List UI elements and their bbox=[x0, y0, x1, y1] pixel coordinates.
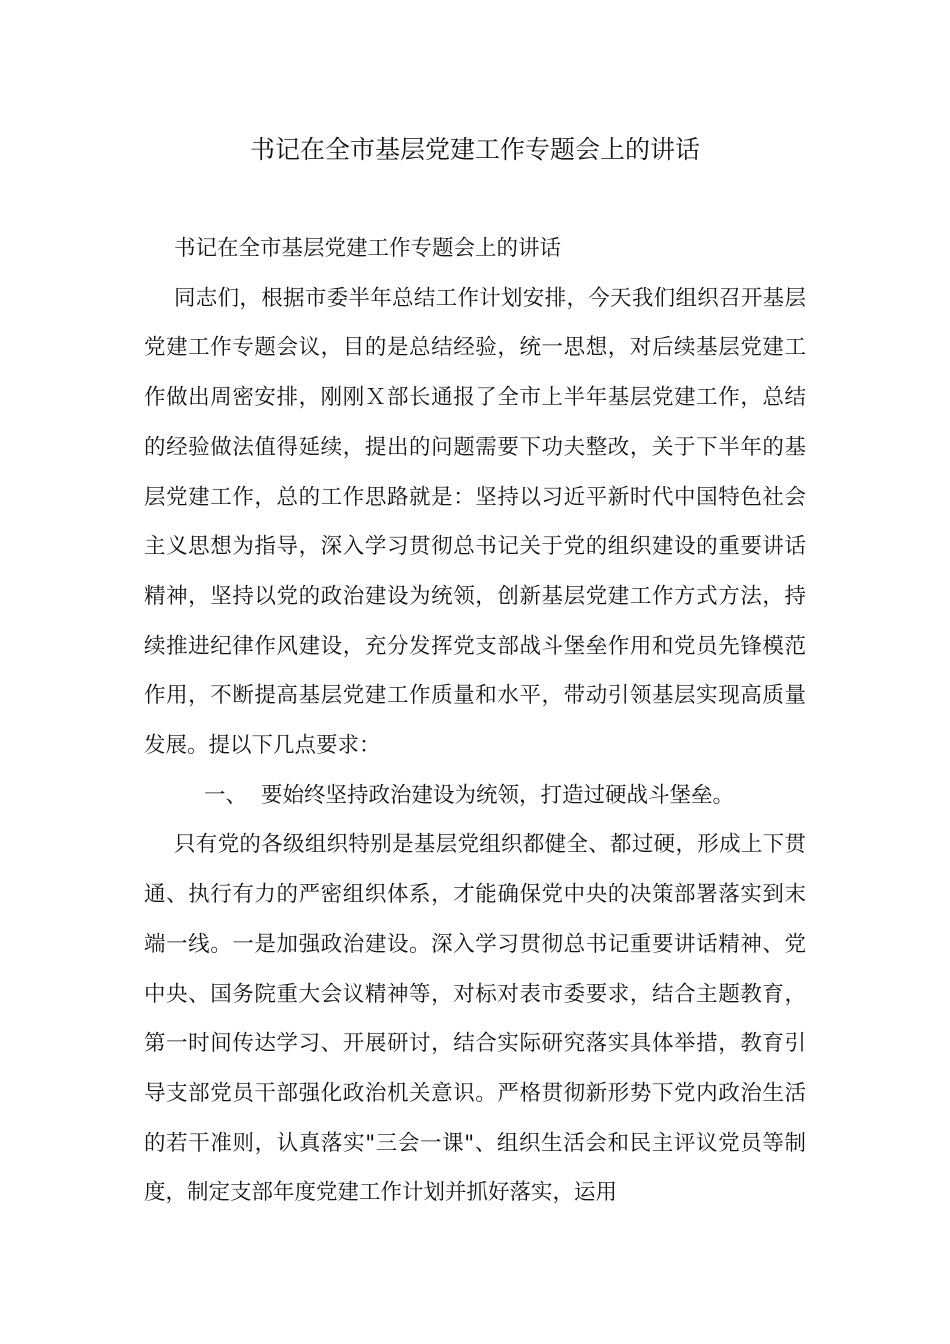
document-title: 书记在全市基层党建工作专题会上的讲话 bbox=[249, 135, 700, 164]
section-1-paragraph: 只有党的各级组织特别是基层党组织都健全、都过硬，形成上下贯通、执行有力的严密组织体系，才能确保党中央的决策部署落实到末端一线。一是加强政治建设。深入学习贯彻总书记重要讲话精神、党中央、国务院重大会议精神等，对标对表市委要求，结合主题教育，第一时间传达学习、开展研讨，结合实际研究落实具体举措，教育引导支部党员干部强化政治机关意识。严格贯彻新形势下党内政治生活的若干准则，认真落实"三会一课"、组织生活会和民主评议党员等制度，制定支部年度党建工作计划并抓好落实，运用 bbox=[144, 832, 806, 1206]
section-heading-text: 要始终坚持政治建设为统领，打造过硬战斗堡垒。 bbox=[261, 782, 735, 808]
section-heading-1 bbox=[144, 771, 806, 821]
subtitle-line: 书记在全市基层党建工作专题会上的讲话 bbox=[174, 236, 562, 261]
opening-paragraph: 同志们，根据市委半年总结工作计划安排，今天我们组织召开基层党建工作专题会议，目的是总结经验，统一思想，对后续基层党建工作做出周密安排，刚刚Ｘ部长通报了全市上半年基层党建工作，总结的经验做法值得延续，提出的问题需要下功夫整改，关于下半年的基层党建工作，总的工作思路就是：坚持以习近平新时代中国特色社会主义思想为指导，深入学习贯彻总书记关于党的组织建设的重要讲话精神，坚持以党的政治建设为统领，创新基层党建工作方式方法，持续推进纪律作风建设，充分发挥党支部战斗堡垒作用和党员先锋模范作用，不断提高基层党建工作质量和水平，带动引领基层实现高质量发展。提以下几点要求： bbox=[144, 285, 806, 759]
document-body bbox=[144, 224, 806, 1218]
section-number: 一、 bbox=[204, 782, 248, 808]
